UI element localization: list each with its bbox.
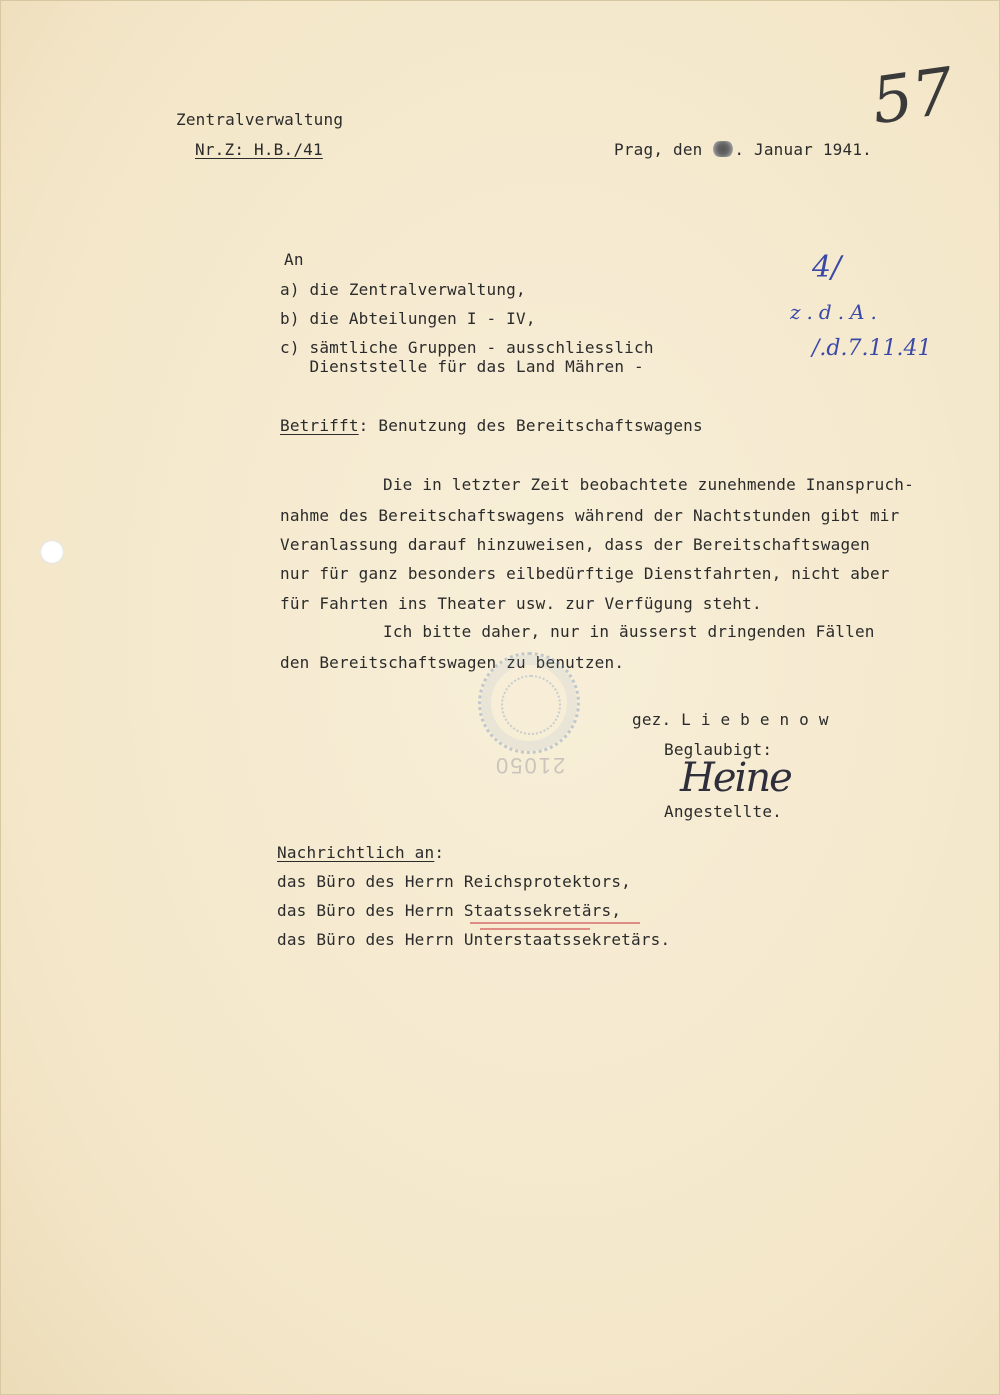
recipient-b: b) die Abteilungen I - IV, <box>280 309 536 328</box>
recipient-a: a) die Zentralverwaltung, <box>280 280 526 299</box>
cc-line-3: das Büro des Herrn Unterstaatssekretärs. <box>277 930 671 949</box>
body-p1-line1: Die in letzter Zeit beobachtete zunehmende Inanspruch- <box>383 475 914 494</box>
signed-by: gez. L i e b e n o w <box>632 710 829 729</box>
cc-heading: Nachrichtlich an <box>277 843 435 862</box>
red-underline-1 <box>470 922 640 924</box>
date-suffix: . Januar 1941. <box>734 140 873 159</box>
cc-line-2: das Büro des Herrn Staatssekretärs, <box>277 901 622 920</box>
body-p1-line3: Veranlassung darauf hinzuweisen, dass der Bereitschaftswagen <box>280 535 870 554</box>
certified-label: Beglaubigt: <box>664 740 773 759</box>
date-day-blot <box>712 141 734 157</box>
blue-seal-stamp <box>478 652 580 754</box>
body-p1-line2: nahme des Bereitschaftswagens während der Nachtstunden gibt mir <box>280 506 900 525</box>
date-prefix: Prag, den <box>614 140 703 159</box>
office-name: Zentralverwaltung <box>176 110 344 129</box>
subject-line <box>280 416 703 436</box>
annotation-mark-3: /.d.7.11.41 <box>812 336 932 361</box>
recipient-c-line2: Dienststelle für das Land Mähren - <box>280 357 644 376</box>
body-p1-line4: nur für ganz besonders eilbedürftige Dienstfahrten, nicht aber <box>280 564 890 583</box>
subject-colon: : <box>358 416 369 435</box>
cc-heading-line <box>277 843 444 863</box>
red-underline-2 <box>480 928 590 930</box>
recipient-c-line1: c) sämtliche Gruppen - ausschliesslich <box>280 338 654 357</box>
cc-line-1: das Büro des Herrn Reichsprotektors, <box>277 872 631 891</box>
subject-text: Benutzung des Bereitschaftswagens <box>378 416 703 435</box>
seal-inner-ring <box>501 675 561 735</box>
cc-colon: : <box>434 843 445 862</box>
folio-number: 57 <box>867 54 959 140</box>
handwritten-signature: Heine <box>680 755 791 801</box>
reference-number: Nr.Z: H.B./41 <box>195 140 323 159</box>
annotation-mark-1: 4/ <box>812 250 842 285</box>
body-p2-line2: den Bereitschaftswagen zu benutzen. <box>280 653 625 672</box>
body-p1-line5: für Fahrten ins Theater usw. zur Verfügung steht. <box>280 594 762 613</box>
recipients-heading: An <box>284 250 304 269</box>
stamp-number: 21050 <box>494 753 566 778</box>
signer-role: Angestellte. <box>664 802 782 821</box>
body-p2-line1: Ich bitte daher, nur in äusserst dringenden Fällen <box>383 622 875 641</box>
punch-hole <box>40 540 64 564</box>
date-line <box>614 140 872 160</box>
annotation-mark-2: z.d.A. <box>790 300 883 324</box>
subject-label: Betrifft <box>280 416 359 435</box>
